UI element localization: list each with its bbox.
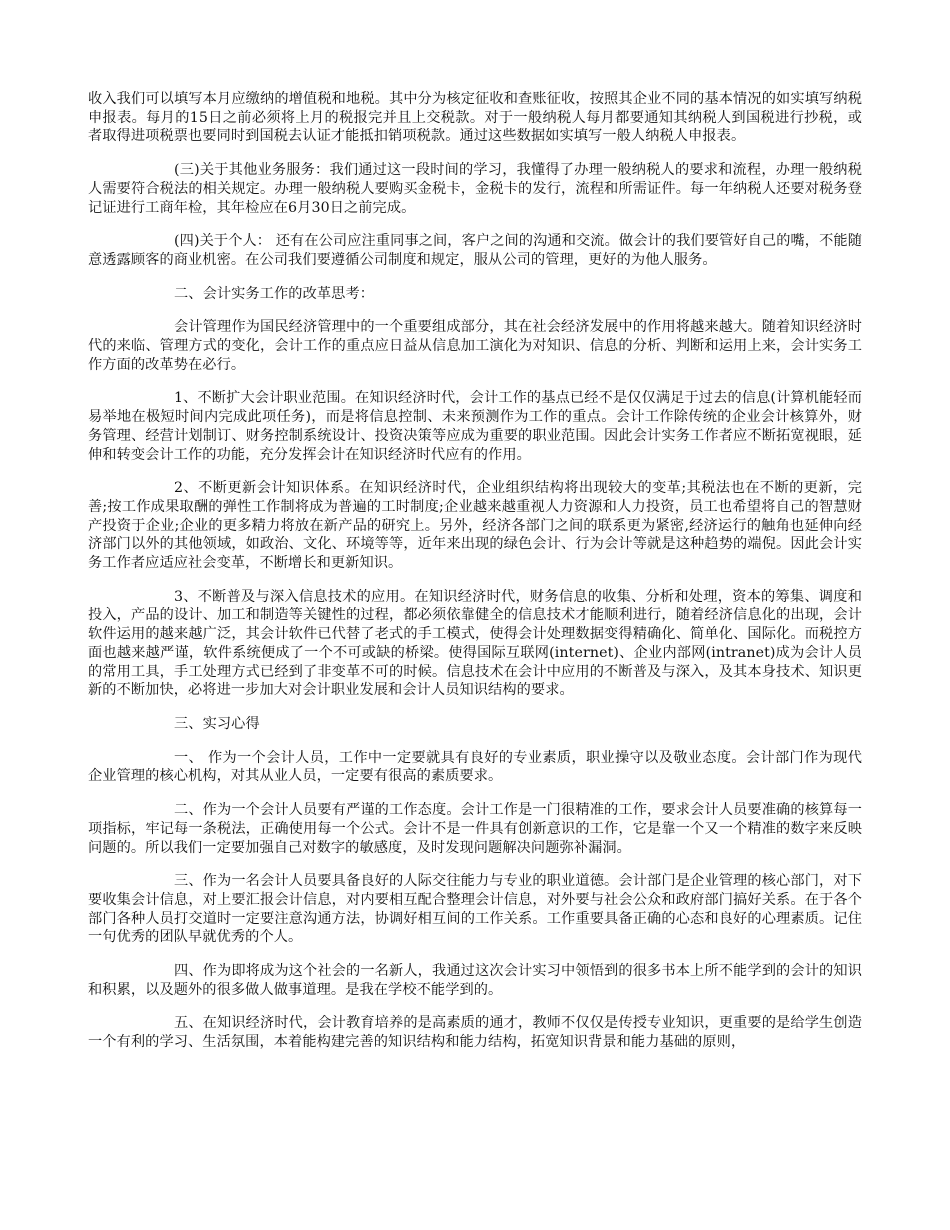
paragraph-reform-point-1: 1、不断扩大会计职业范围。在知识经济时代，会计工作的基点已经不是仅仅满足于过去的信息(计算机能轻而易举地在极短时间内完成此项任务)，而是将信息控制、未来预测作为工作的重点。会计工作除传统的企业会计核算外，财务管理、经营计划制订、财务控制系统设计、投资决策等应成为重要的职业范围。因此会计实务工作者应不断拓宽视眼，延伸和转变会计工作的功能，充分发挥会计在知识经济时代应有的作用。 bbox=[88, 390, 862, 463]
paragraph-tax-filing: 收入我们可以填写本月应缴纳的增值税和地税。其中分为核定征收和查账征收，按照其企业不同的基本情况的如实填写纳税申报表。每月的15日之前必须将上月的税报完并且上交税款。对于一般纳税人每月都要通知其纳税人到国税进行抄税，或者取得进项税票也要同时到国税去认证才能抵扣销项税款。通过这些数据如实填写一般人纳税人申报表。 bbox=[88, 91, 862, 145]
paragraph-experience-1: 一、 作为一个会计人员，工作中一定要就具有良好的专业素质，职业操守以及敬业态度。会计部门作为现代企业管理的核心机构，对其从业人员，一定要有很高的素质要求。 bbox=[88, 749, 862, 785]
paragraph-experience-3: 三、作为一名会计人员要具备良好的人际交往能力与专业的职业道德。会计部门是企业管理的核心部门，对下要收集会计信息，对上要汇报会计信息，对内要相互配合整理会计信息，对外要与社会公众和政府部门搞好关系。在于各个部门各种人员打交道时一定要注意沟通方法，协调好相互间的工作关系。工作重要具备正确的心态和良好的心理素质。记住一句优秀的团队早就优秀的个人。 bbox=[88, 873, 862, 946]
document-body bbox=[88, 90, 862, 1067]
paragraph-reform-intro: 会计管理作为国民经济管理中的一个重要组成部分，其在社会经济发展中的作用将越来越大。随着知识经济时代的来临、管理方式的变化，会计工作的重点应日益从信息加工演化为对知识、信息的分析、判断和运用上来，会计实务工作方面的改革势在必行。 bbox=[88, 319, 862, 373]
paragraph-experience-4: 四、作为即将成为这个社会的一名新人，我通过这次会计实习中领悟到的很多书本上所不能学到的会计的知识和积累，以及题外的很多做人做事道理。是我在学校不能学到的。 bbox=[88, 963, 862, 998]
section-heading-experience: 三、实习心得 bbox=[174, 715, 260, 732]
paragraph-reform-point-2: 2、不断更新会计知识体系。在知识经济时代，企业组织结构将出现较大的变革;其税法也在不断的更新，完善;按工作成果取酬的弹性工作制将成为普遍的工时制度;企业越来越重视人力资源和人力投资，员工也希望将自己的智慧财产投资于企业;企业的更多精力将放在新产品的研究上。另外，经济各部门之间的联系更为紧密,经济运行的触角也延伸向经济部门以外的其他领域，如政治、文化、环境等等，近年来出现的绿色会计、行为会计等就是这种趋势的端倪。因此会计实务工作者应适应社会变革，不断增长和更新知识。 bbox=[88, 480, 862, 572]
paragraph-personal: (四)关于个人： 还有在公司应注重同事之间，客户之间的沟通和交流。做会计的我们要管好自己的嘴，不能随意透露顾客的商业机密。在公司我们要遵循公司制度和规定，服从公司的管理，更好的为他人服务。 bbox=[88, 233, 862, 268]
paragraph-experience-5: 五、在知识经济时代，会计教育培养的是高素质的通才，教师不仅仅是传授专业知识，更重要的是给学生创造一个有利的学习、生活氛围，本着能构建完善的知识结构和能力结构，拓宽知识背景和能力基础的原则， bbox=[88, 1015, 862, 1051]
section-heading-reform: 二、会计实务工作的改革思考： bbox=[174, 285, 375, 302]
paragraph-other-services: (三)关于其他业务服务：我们通过这一段时间的学习，我懂得了办理一般纳税人的要求和流程，办理一般纳税人需要符合税法的相关规定。办理一般纳税人要购买金税卡，金税卡的发行，流程和所需证件。每一年纳税人还要对税务登记证进行工商年检，其年检应在6月30日之前完成。 bbox=[88, 162, 862, 216]
paragraph-experience-2: 二、作为一个会计人员要有严谨的工作态度。会计工作是一门很精准的工作，要求会计人员要准确的核算每一项指标，牢记每一条税法，正确使用每一个公式。会计不是一件具有创新意识的工作，它是靠一个又一个精准的数字来反映问题的。所以我们一定要加强自己对数字的敏感度，及时发现问题解决问题弥补漏洞。 bbox=[88, 802, 862, 856]
paragraph-reform-point-3: 3、不断普及与深入信息技术的应用。在知识经济时代，财务信息的收集、分析和处理，资本的筹集、调度和投入，产品的设计、加工和制造等关键性的过程，都必须依靠健全的信息技术才能顺利进行，随着经济信息化的出现，会计软件运用的越来越广泛，其会计软件已代替了老式的手工模式，使得会计处理数据变得精确化、简单化、国际化。而税控方面也越来越严谨，软件系统便成了一个不可或缺的桥梁。使得国际互联网(internet)、企业内部网(intranet)成为会计人员的常用工具，手工处理方式已经到了非变革不可的时候。信息技术在会计中应用的不断普及与深入，及其本身技术、知识更新的不断加快，必将进一步加大对会计职业发展和会计人员知识结构的要求。 bbox=[88, 588, 862, 699]
